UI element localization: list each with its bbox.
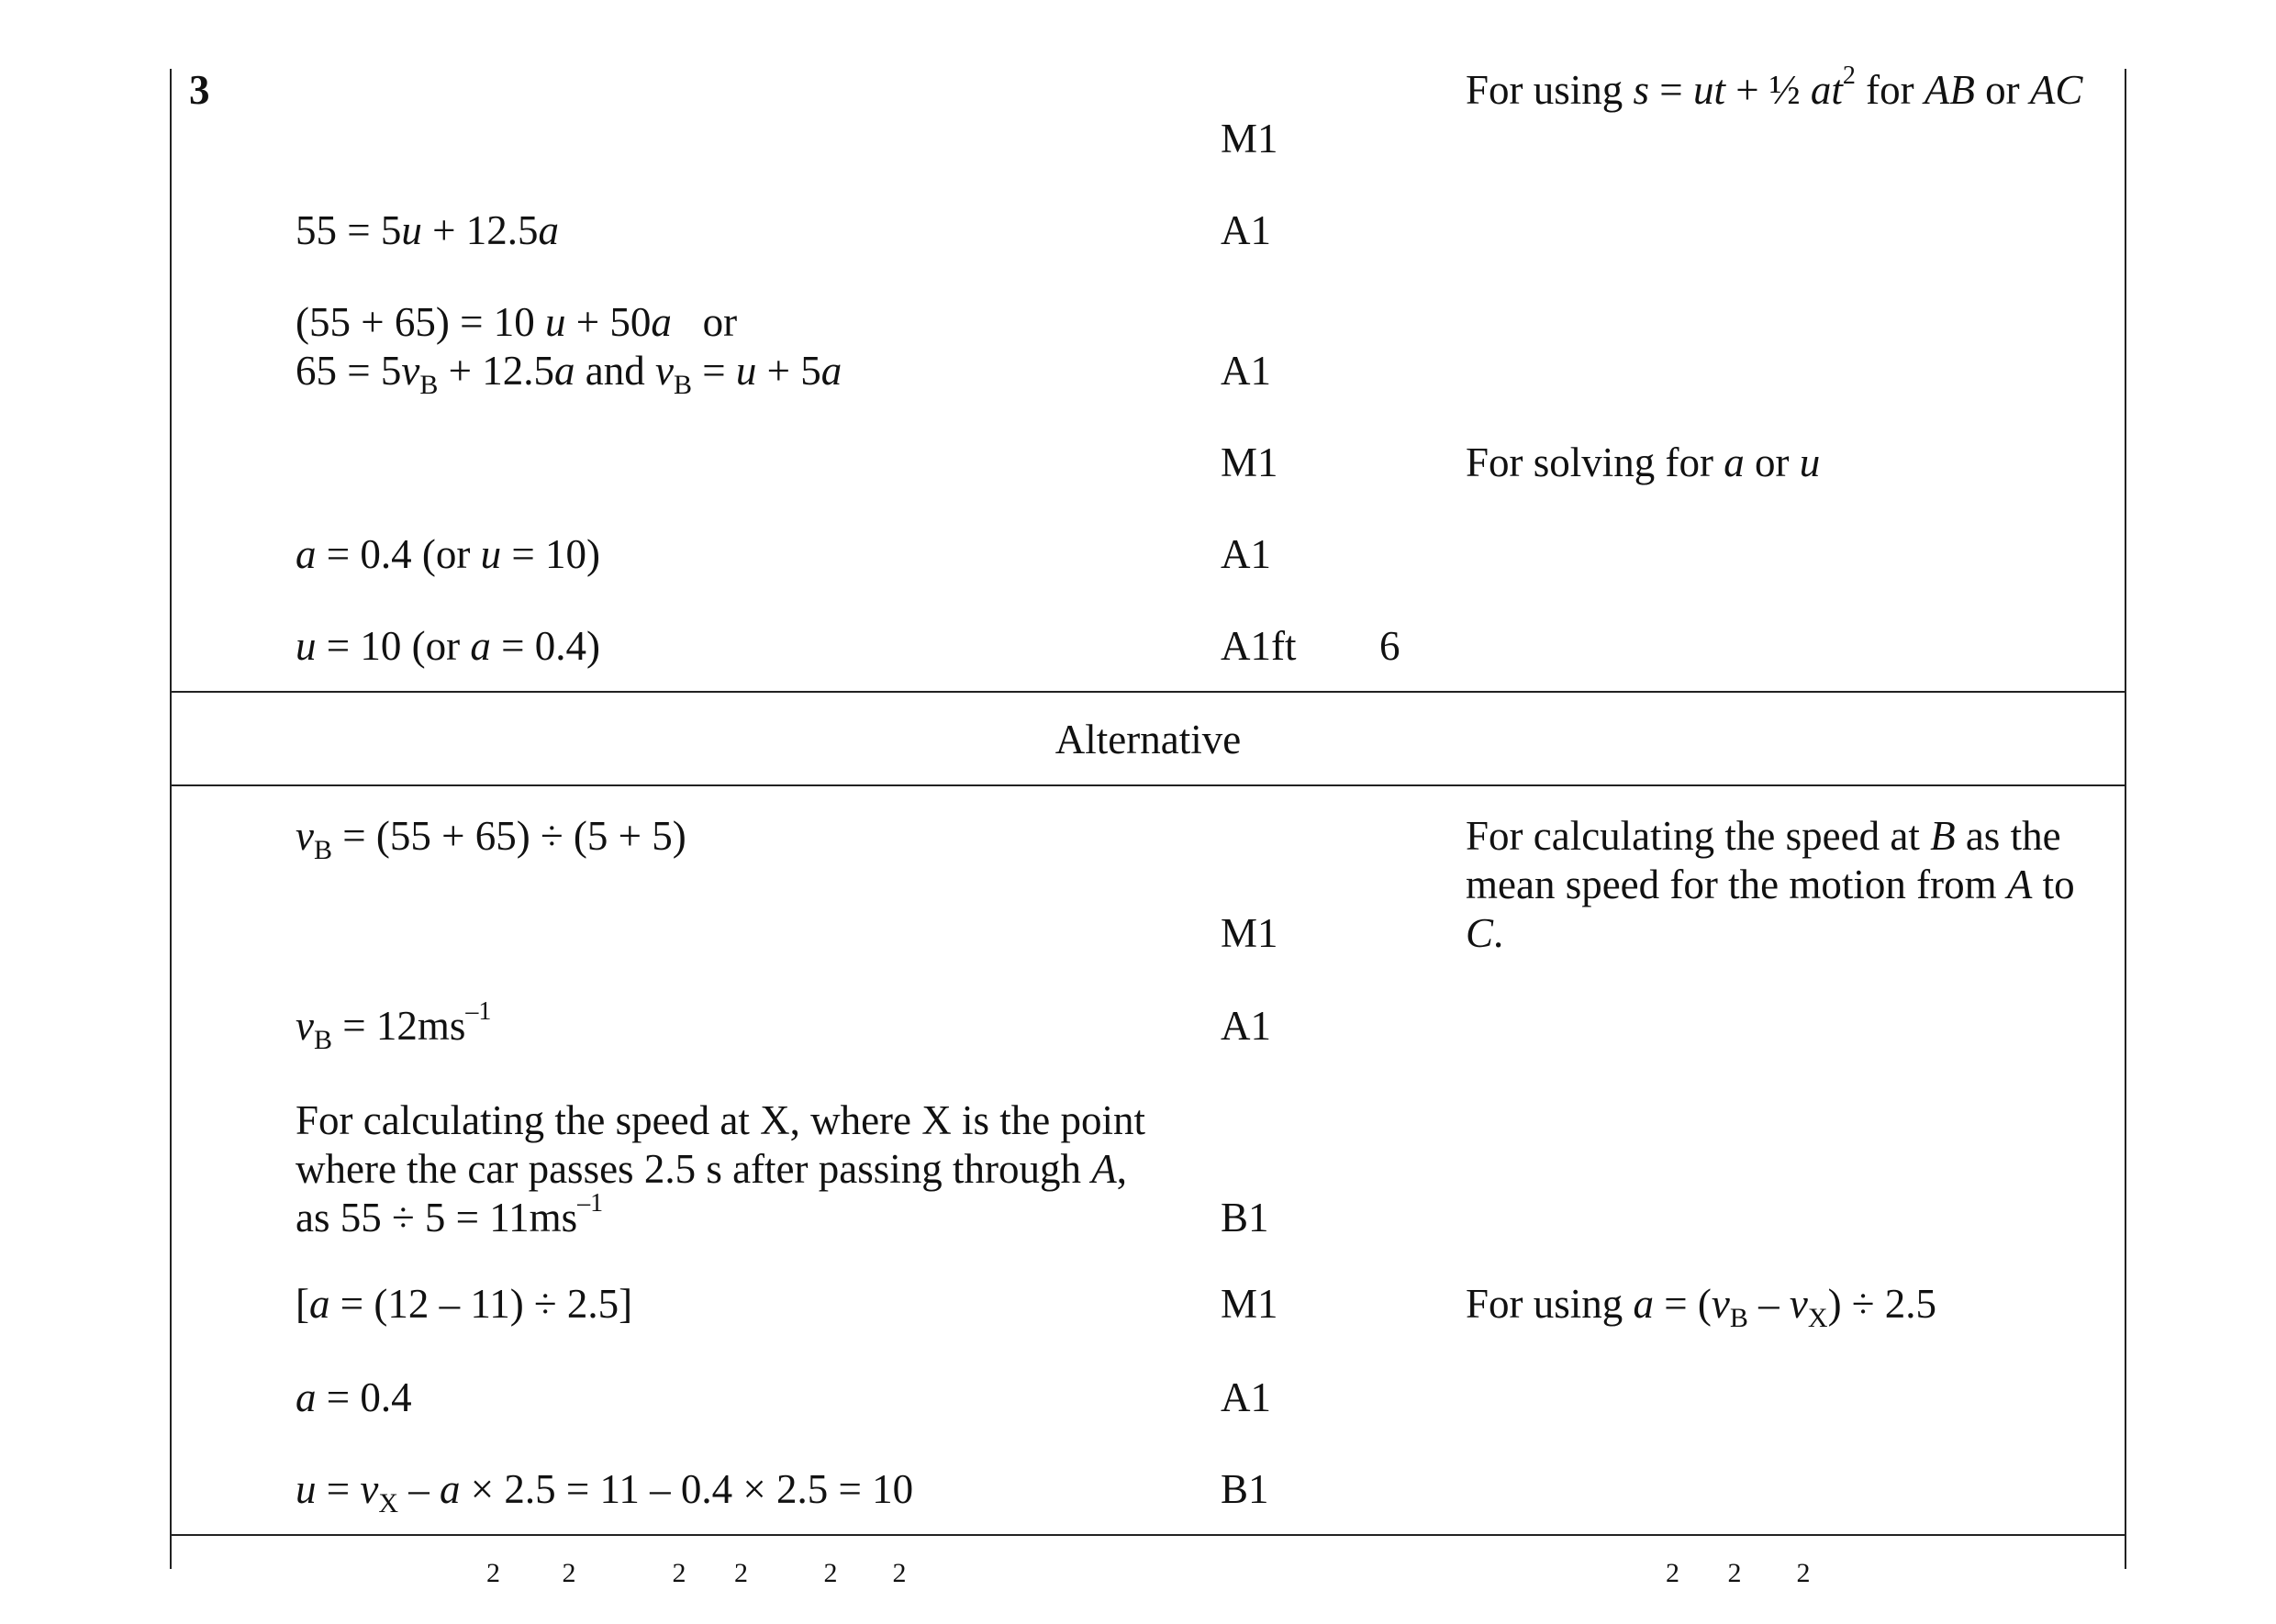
table-right-border [2125, 69, 2126, 1569]
mark-method2-row1: M1 [1221, 910, 1278, 956]
mark-method1-row5: A1 [1221, 531, 1271, 577]
divider-end [170, 1534, 2126, 1536]
mark-method2-row6: B1 [1221, 1466, 1269, 1512]
comment-method1-row1: For using s = ut + ½ $at^2$ for AB or AC [1466, 61, 2083, 113]
alternative-heading: Alternative [1054, 717, 1242, 762]
comment-method2-row1-line3: C. [1466, 910, 1504, 956]
working-method2-row1: $v_B = (55 + 65) \div (5 + 5)$ [296, 813, 686, 865]
comment-method2-row4: For using $a = (v_B - v_X) \div 2.5$ [1466, 1281, 1936, 1333]
mark-method1-row4: M1 [1221, 439, 1278, 485]
working-method2-row5: a = 0.4 [296, 1374, 412, 1420]
comment-method2-row1-line1: For calculating the speed at B as the [1466, 813, 2061, 859]
working-method1-row3-line1: (55 + 65) = 10 u + 50a or [296, 299, 738, 345]
cut-off-next-row-marks: 2 2 2 2 2 2 [486, 1558, 907, 1588]
working-method2-row3-line2: where the car passes 2.5 s after passing through A, [296, 1146, 1127, 1192]
total-method1: 6 [1379, 623, 1400, 669]
mark-method1-row6: A1ft [1221, 623, 1297, 669]
divider-before-alternative [170, 691, 2126, 693]
working-method2-row6: $u = v_X - a \times 2.5 = 11 - 0.4 \times 2.5 = 10$ [296, 1466, 914, 1518]
comment-method1-row4: For solving for a or u [1466, 439, 1821, 485]
mark-method1-row1: M1 [1221, 116, 1278, 161]
mark-method1-row2: A1 [1221, 207, 1271, 253]
comment-method2-row1-line2: mean speed for the motion from A to [1466, 862, 2075, 907]
working-method2-row4: [a = (12 – 11) ÷ 2.5] [296, 1281, 633, 1327]
working-method1-row5: a = 0.4 (or u = 10) [296, 531, 600, 577]
working-method2-row3-line1: For calculating the speed at X, where X is the point [296, 1097, 1145, 1143]
divider-after-alternative [170, 784, 2126, 786]
mark-method2-row5: A1 [1221, 1374, 1271, 1420]
mark-method1-row3: A1 [1221, 348, 1271, 394]
question-number: 3 [189, 67, 210, 113]
working-method1-row6: u = 10 (or a = 0.4) [296, 623, 600, 669]
cut-off-next-row-comment-marks: 2 2 2 [1666, 1558, 1811, 1588]
mark-method2-row3: B1 [1221, 1195, 1269, 1240]
working-method1-row3-line2: $65 = 5v_B + 12.5a$ and $v_B = u + 5a$ [296, 348, 842, 400]
table-left-border [170, 69, 172, 1569]
working-method2-row2: $v_B = 12ms^{-1}$ [296, 997, 492, 1055]
working-method1-row2: 55 = 5u + 12.5a [296, 207, 560, 253]
mark-method2-row2: A1 [1221, 1003, 1271, 1049]
mark-method2-row4: M1 [1221, 1281, 1278, 1327]
working-method2-row3-line3: as $55 \div 5 = 11ms^{-1}$ [296, 1189, 604, 1240]
